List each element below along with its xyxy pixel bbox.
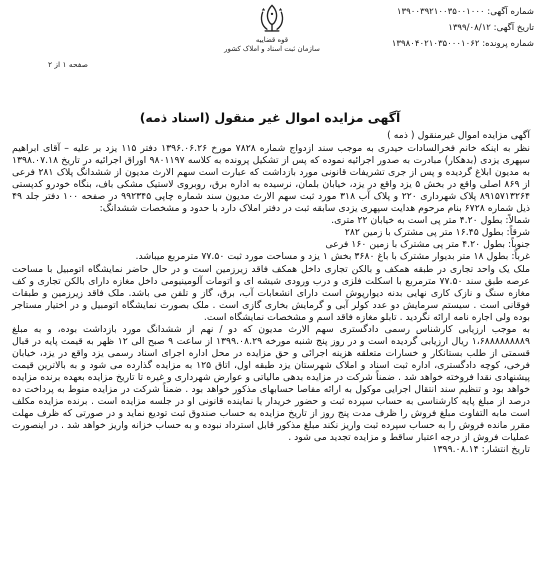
document-subtitle: آگهی مزایده اموال غیرمنقول ( ذمه ) <box>387 130 530 141</box>
ad-date-value: ۱۳۹۹/۰۸/۱۲ <box>448 23 491 33</box>
paragraph-auction-terms: به موجب ارزیابی کارشناس رسمی دادگستری سهم الارث مدیون که دو / نهم از ششدانگ مورد بازداشت بوده، و به مبلغ ۱،۶۸۸۸۸۸۸۸۸۹ ریال ارزیابی گردیده است و در روز پنج شنبه مورخه ۱۳۹۹.۰۸.۲۹ از ساعت ۹ صبح الی ۱۲ ظهر به قیمت پایه در قبال قسمتی از طلب بستانکار و خسارات متعلقه هزینه اجرائی و حق مزایده در محل اداره اجرای اسناد رسمی یزد واقع در یزد، خیابان فرخی، کوچه دادگستری، اداره ثبت اسناد و املاک شهرستان یزد طبقه اول، اتاق ۱۲۵ به مزایده گذارده می شود و به بالاترین قیمت پیشنهادی نقدا فروخته خواهد شد . ضمناً شرکت در مزایده بدهی مالیاتی و عوارض شهرداری و غیره تا تاریخ مزایده بعهده برنده مزایده خواهد بود و تنظیم سند انتقال اجرایی موکول به ارائه مفاصا حسابهای مذکور خواهد بود . ضمناً شرکت در مزایده منوط به پرداخت ده درصد از مبلغ پایه کارشناسی به حساب سپرده ثبت و حضور خریدار یا نماینده قانونی او در جلسه مزایده است . برنده مزایده مکلف است مابه التفاوت مبلغ فروش را ظرف مدت پنج روز از تاریخ مزایده به حساب صندوق ثبت تودیع نماید و در صورتی که ظرف مهلت مقرر مانده فروش را به حساب سپرده ثبت واریز نکند مبلغ مذکور قابل استرداد نبوده و به حساب خزانه واریز خواهد شد . در اینصورت عملیات فروش از درجه اعتبار ساقط و مزایده تجدید می شود . <box>12 323 530 444</box>
boundary-south: جنوباً: بطول ۴.۲۰ متر پی مشترک با زمین ۱۶۰ فرعی <box>325 239 530 251</box>
ad-date-label: تاریخ آگهی <box>496 23 534 33</box>
boundary-east: شرقاً: بطول ۱۶.۴۵ متر پی مشترک با زمین ۲۸۲ <box>344 227 530 239</box>
org-name-registration: سازمان ثبت اسناد و املاک کشور <box>224 45 320 53</box>
file-number-label: شماره پرونده <box>485 39 534 49</box>
document-title: آگهی مزایده اموال غیر منقول (اسناد ذمه) <box>139 110 401 125</box>
judiciary-emblem-icon <box>255 2 289 36</box>
org-emblem <box>206 2 338 68</box>
ad-date-row: تاریخ آگهی: ۱۳۹۹/۰۸/۱۲ <box>448 23 534 33</box>
org-name-judiciary: قوه قضاییه <box>255 36 289 44</box>
file-number-row: شماره پرونده: ۱۳۹۸۰۴۰۲۱۰۳۵۰۰۰۱۰۶۲ <box>391 39 534 49</box>
boundary-west: غرباً: بطول ۱۸ متر بدیوار مشترک با باغ ۳۶۸۰ بخش ۱ یزد و مساحت مورد ثبت ۷۷.۵۰ مترمربع میباشد. <box>135 251 530 263</box>
page-number: صفحه ۱ از ۲ <box>48 60 88 69</box>
ad-number-value: ۱۳۹۰۰۳۹۲۱۰۰۳۵۰۰۱۰۰۰ <box>396 7 485 17</box>
ad-number-row: شماره آگهی: ۱۳۹۰۰۳۹۲۱۰۰۳۵۰۰۱۰۰۰ <box>396 7 534 17</box>
publish-date: تاریخ انتشار: ۱۳۹۹.۰۸.۱۴ <box>432 444 530 456</box>
file-number-value: ۱۳۹۸۰۴۰۲۱۰۳۵۰۰۰۱۰۶۲ <box>391 39 480 49</box>
document-body <box>12 130 530 456</box>
ad-number-label: شماره آگهی <box>490 7 534 17</box>
boundary-north: شمالاً: بطول ۴.۲۰ متر پی است به خیابان ۲۲ متری. <box>331 215 530 227</box>
paragraph-property-description: ملک یک واحد تجاری در طبقه همکف و بالکن تجاری داخل همکف فاقد زیرزمین است و در حال حاضر نمایشگاه اتومبیل با مساحت عرصه طبق سند ۷۷.۵۰ مترمربع با اسکلت فلزی و درب ورودی شیشه ای و اتومات آلومینیومی داخل مغازه دارای بالکن تجاری و کف مغازه سنگ و نازک کاری نهایی بدنه دیوارپوش است دارای انشعابات آب، برق، گاز و تلفن می باشد. ملک فاقد زیرزمین و طبقات فوقانی است . سیستم سرمایش دو عدد کولر آبی و گرمایش بخاری گازی است . ملک بصورت نمایشگاه اتومبیل و در اختیار مستاجر بوده ولی اجاره نامه ارائه نگردید . تابلو مغازه فاقد اسم و مشخصات نمایشگاه است. <box>12 263 531 323</box>
ad-meta <box>392 4 534 52</box>
paragraph-intro: نظر به اینکه خانم فخرالسادات حیدری به موجب سند ازدواج شماره ۷۸۲۸ مورخ ۱۳۹۶.۰۶.۲۶ دفتر ۱۱۵ یزد بر علیه – آقای ابراهیم سپهری یزدی (بدهکار) مبادرت به صدور اجرائیه نموده که پس از تشکیل پرونده به کلاسه ۹۸۰۱۱۹۷ اوراق اجرائیه در تاریخ ۱۳۹۸.۰۷.۱۸ به مدیون ابلاغ گردیده و پس از جری تشریفات قانونی مورد بازداشت که عبارت است سهم الارث مدیون از ششدانگ پلاک ۲۸۱ فرعی از ۸۶۹ اصلی واقع در بخش ۵ یزد واقع در یزد، خیابان بلمان، نرسیده به اداره برق، روبروی لاستیک مشکی باف، بنگاه خودرو کدپستی ۸۹۱۵۷۱۳۲۶۴ پلاک شهرداری ۲۲۰ و پلاک آب ۳۱۸ مورد ثبت سهم الارث مدیون سند شماره چاپی ۹۹۲۳۴۵ در صفحه ۱۰۰ دفتر جلد ۴۹ ذیل شماره ۶۷۲۸ بنام مرحوم هدایت سپهری یزدی سابقه ثبت در دفتر املاک دارد با حدود و مشخصات ششدانگ: <box>12 143 531 215</box>
